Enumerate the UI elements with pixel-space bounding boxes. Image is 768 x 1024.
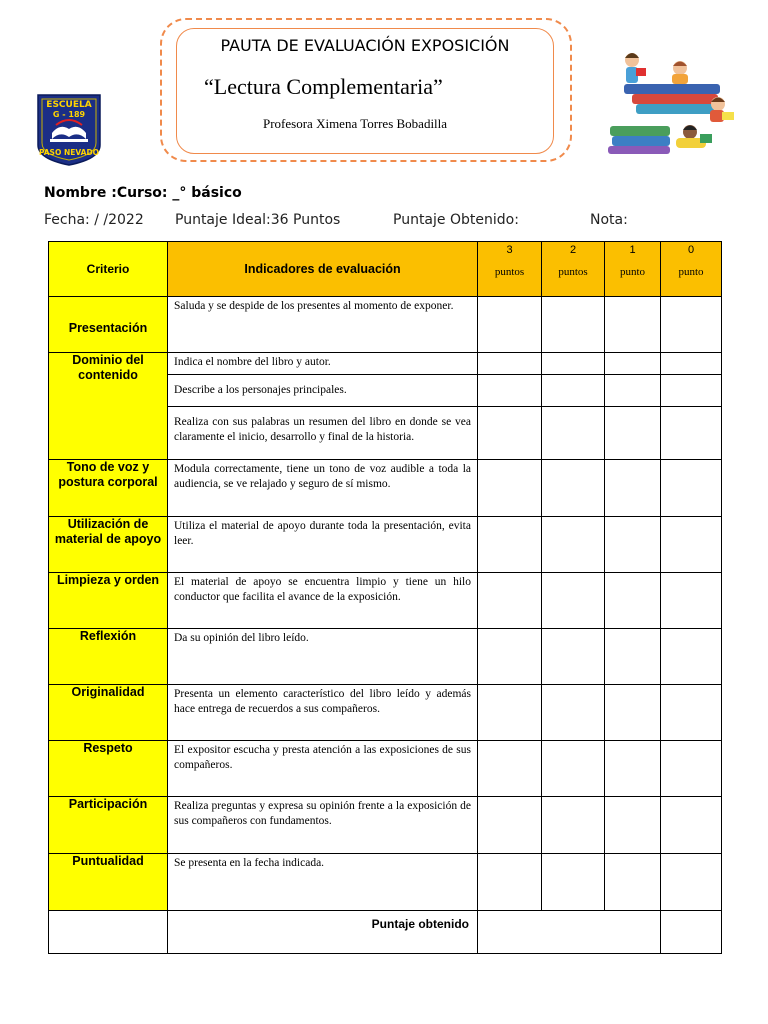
table-row — [49, 517, 722, 573]
points-unit: punto — [619, 266, 646, 278]
score-cell-0[interactable] — [661, 375, 722, 407]
score-cell-1[interactable] — [605, 854, 661, 911]
date-field-label: Fecha: / /2022 — [44, 212, 144, 228]
score-cell-3[interactable] — [478, 797, 542, 854]
indicator-cell: Se presenta en la fecha indicada. — [168, 854, 478, 911]
criterion-tono-voz: Tono de voz y postura corporal — [49, 460, 168, 517]
score-cell-0[interactable] — [661, 353, 722, 375]
score-cell-0[interactable] — [661, 854, 722, 911]
score-cell-1[interactable] — [605, 517, 661, 573]
score-cell-1[interactable] — [605, 685, 661, 741]
score-cell-2[interactable] — [542, 741, 605, 797]
score-cell-1[interactable] — [605, 460, 661, 517]
score-cell-2[interactable] — [542, 685, 605, 741]
criterion-originalidad: Originalidad — [49, 685, 168, 741]
criterion-presentacion: Presentación — [49, 297, 168, 353]
points-value: 3 — [506, 244, 513, 256]
points-header-0 — [661, 242, 722, 297]
table-row — [49, 797, 722, 854]
score-cell-3[interactable] — [478, 460, 542, 517]
table-row — [49, 685, 722, 741]
table-header-row — [49, 242, 722, 297]
table-row — [49, 460, 722, 517]
score-cell-2[interactable] — [542, 353, 605, 375]
ideal-score-label: Puntaje Ideal:36 Puntos — [175, 212, 341, 228]
score-cell-1[interactable] — [605, 797, 661, 854]
indicator-cell: Describe a los personajes principales. — [168, 375, 478, 407]
criterion-respeto: Respeto — [49, 741, 168, 797]
points-unit: punto — [678, 266, 704, 278]
table-row — [49, 741, 722, 797]
score-cell-0[interactable] — [661, 741, 722, 797]
score-cell-3[interactable] — [478, 353, 542, 375]
indicator-cell: Utiliza el material de apoyo durante toda la presentación, evita leer. — [168, 517, 478, 573]
score-cell-3[interactable] — [478, 741, 542, 797]
criteria-header: Criterio — [49, 242, 168, 297]
score-cell-3[interactable] — [478, 854, 542, 911]
indicator-cell: El expositor escucha y presta atención a las exposiciones de sus compañeros. — [168, 741, 478, 797]
teacher-name: Profesora Ximena Torres Bobadilla — [263, 116, 448, 131]
score-cell-3[interactable] — [478, 297, 542, 353]
page-title: PAUTA DE EVALUACIÓN EXPOSICIÓN — [220, 36, 510, 55]
points-unit: puntos — [494, 266, 525, 278]
score-cell-0[interactable] — [661, 797, 722, 854]
indicator-cell: Presenta un elemento característico del libro leído y además hace entrega de recuerdos a sus compañeros. — [168, 685, 478, 741]
school-logo — [36, 93, 102, 166]
score-cell-0[interactable] — [661, 460, 722, 517]
criterion-limpieza-orden: Limpieza y orden — [49, 573, 168, 629]
table-row — [49, 573, 722, 629]
score-cell-2[interactable] — [542, 460, 605, 517]
indicator-cell: Saluda y se despide de los presentes al momento de exponer. — [168, 297, 478, 353]
score-cell-1[interactable] — [605, 629, 661, 685]
score-cell-2[interactable] — [542, 629, 605, 685]
indicator-cell: Realiza preguntas y expresa su opinión frente a la exposición de sus compañeros con fundamentos. — [168, 797, 478, 854]
table-row — [49, 854, 722, 911]
score-cell-1[interactable] — [605, 407, 661, 460]
points-value: 1 — [629, 244, 636, 256]
indicator-cell: Da su opinión del libro leído. — [168, 629, 478, 685]
score-cell-2[interactable] — [542, 375, 605, 407]
score-cell-0[interactable] — [661, 517, 722, 573]
score-cell-1[interactable] — [605, 741, 661, 797]
score-cell-3[interactable] — [478, 573, 542, 629]
score-cell-2[interactable] — [542, 854, 605, 911]
score-cell-2[interactable] — [542, 407, 605, 460]
student-course-line: Nombre :Curso: _° básico — [44, 185, 242, 201]
points-header-3 — [478, 242, 542, 297]
indicator-cell: Indica el nombre del libro y autor. — [168, 353, 478, 375]
score-cell-3[interactable] — [478, 517, 542, 573]
logo-text-number: G - 189 — [52, 110, 86, 119]
score-cell-2[interactable] — [542, 517, 605, 573]
criterion-material-apoyo: Utilización de material de apoyo — [49, 517, 168, 573]
score-cell-3[interactable] — [478, 407, 542, 460]
indicator-cell: El material de apoyo se encuentra limpio y tiene un hilo conductor que facilita el avance de la exposición. — [168, 573, 478, 629]
score-cell-1[interactable] — [605, 297, 661, 353]
score-cell-0[interactable] — [661, 629, 722, 685]
score-cell-3[interactable] — [478, 629, 542, 685]
indicator-cell: Realiza con sus palabras un resumen del libro en donde se vea claramente el inicio, desarrollo y final de la historia. — [168, 407, 478, 460]
logo-text-place: PASO NEVADO — [38, 148, 100, 157]
score-cell-1[interactable] — [605, 353, 661, 375]
score-cell-2[interactable] — [542, 573, 605, 629]
grade-label: Nota: — [590, 212, 628, 228]
total-score-cell[interactable] — [478, 911, 661, 954]
rubric-table — [48, 241, 722, 954]
criterion-participacion: Participación — [49, 797, 168, 854]
points-unit: puntos — [558, 266, 588, 278]
score-cell-1[interactable] — [605, 375, 661, 407]
total-score-label: Puntaje obtenido — [168, 911, 478, 954]
score-cell-2[interactable] — [542, 797, 605, 854]
table-row — [49, 353, 722, 375]
points-header-1 — [605, 242, 661, 297]
table-row — [49, 629, 722, 685]
page-subtitle: “Lectura Complementaria” — [204, 74, 443, 99]
score-cell-3[interactable] — [478, 685, 542, 741]
score-cell-2[interactable] — [542, 297, 605, 353]
score-cell-0[interactable] — [661, 407, 722, 460]
criterion-reflexion: Reflexión — [49, 629, 168, 685]
points-value: 0 — [687, 244, 695, 256]
points-header-2 — [542, 242, 605, 297]
indicators-header: Indicadores de evaluación — [168, 242, 478, 297]
total-extra-cell[interactable] — [661, 911, 722, 954]
total-row — [49, 911, 722, 954]
indicator-cell: Modula correctamente, tiene un tono de voz audible a toda la audiencia, se ve relajado y seguro de sí mismo. — [168, 460, 478, 517]
criterion-dominio: Dominio del contenido — [49, 353, 168, 460]
points-value: 2 — [569, 244, 577, 256]
logo-text-school: ESCUELA — [46, 100, 92, 110]
total-empty-cell — [49, 911, 168, 954]
score-cell-0[interactable] — [661, 297, 722, 353]
score-cell-0[interactable] — [661, 685, 722, 741]
kids-reading-illustration — [606, 48, 742, 156]
score-cell-3[interactable] — [478, 375, 542, 407]
criterion-puntualidad: Puntualidad — [49, 854, 168, 911]
table-row — [49, 297, 722, 353]
obtained-score-label: Puntaje Obtenido: — [393, 212, 519, 228]
score-cell-1[interactable] — [605, 573, 661, 629]
score-cell-0[interactable] — [661, 573, 722, 629]
